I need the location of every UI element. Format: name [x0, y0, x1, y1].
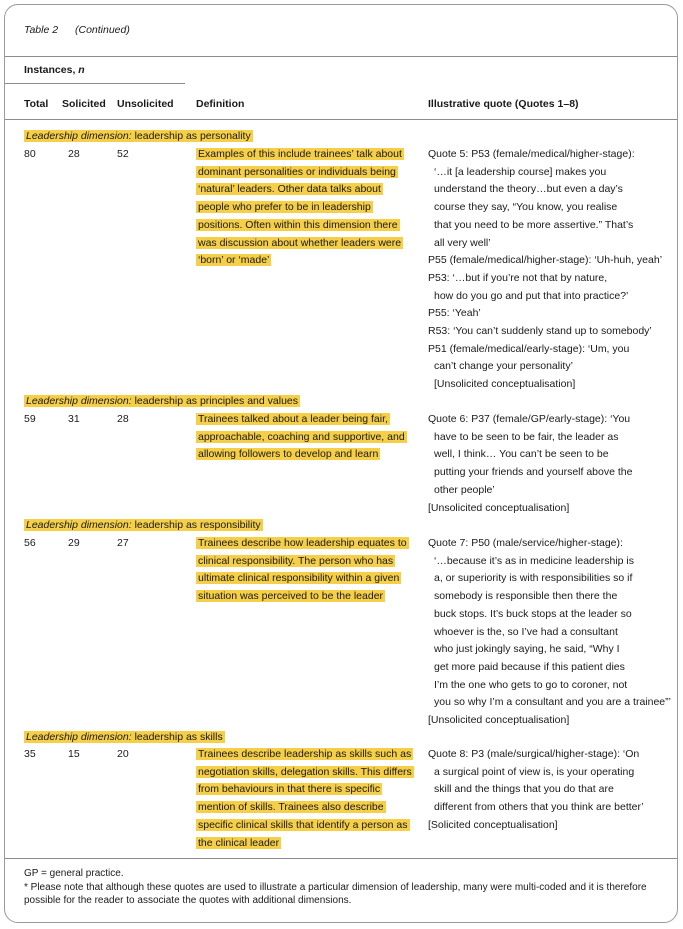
- quote-line: have to be seen to be fair, the leader as: [434, 430, 619, 443]
- quote-line: a, or superiority is with responsibilities so if: [434, 572, 633, 585]
- cell-unsolicited: 20: [117, 748, 129, 760]
- quote-line: how do you go and put that into practice?’: [434, 289, 629, 302]
- header-definition: Definition: [196, 98, 245, 110]
- dimension-prefix: Leadership dimension:: [26, 519, 132, 531]
- table-label: Table 2: [24, 24, 59, 36]
- quote-line: different from others that you think are better’: [434, 801, 644, 814]
- rule-bottom: [5, 858, 677, 859]
- quote-line: Quote 7: P50 (male/service/higher-stage):: [428, 537, 623, 549]
- quote-line: P51 (female/medical/early-stage): ‘Um, you: [428, 342, 630, 355]
- quote-line: [Unsolicited conceptualisation]: [434, 378, 576, 391]
- cell-quote: [428, 746, 674, 835]
- rule-top: [5, 56, 677, 57]
- dimension-label: leadership as personality: [134, 130, 251, 142]
- quote-line: putting your friends and yourself above the: [434, 466, 633, 479]
- quote-line: somebody is responsible then there the: [434, 590, 618, 603]
- cell-total: 80: [24, 148, 36, 160]
- dimension-row: [24, 130, 253, 142]
- header-solicited: Solicited: [62, 98, 106, 110]
- dimension-prefix: Leadership dimension:: [26, 130, 132, 142]
- dimension-row: [24, 395, 300, 407]
- definition-text: Examples of this include trainees’ talk about dominant personalities or individuals being ‘natural’ leaders. Other data talks about people who prefer to be in leadership positions. Often within this dimension there was discussion about whether leaders were ‘born’ or ‘made’: [198, 148, 402, 267]
- cell-unsolicited: 52: [117, 148, 129, 160]
- quote-line: [Unsolicited conceptualisation]: [428, 714, 570, 727]
- quote-line: Quote 5: P53 (female/medical/higher-stage):: [428, 148, 635, 160]
- quote-line: buck stops. It’s buck stops at the leader so: [434, 607, 632, 620]
- cell-total: 35: [24, 748, 36, 760]
- cell-definition: [196, 411, 414, 464]
- cell-solicited: 31: [68, 413, 80, 425]
- quote-line: P55: ‘Yeah’: [428, 307, 481, 320]
- header-instances: Instances, n: [24, 64, 85, 76]
- cell-quote: [428, 411, 674, 517]
- quote-line: that you need to be more assertive.” That’s: [434, 218, 634, 231]
- header-unsolicited: Unsolicited: [117, 98, 174, 110]
- quote-line: P53: ‘…but if you’re not that by nature,: [428, 271, 608, 284]
- dimension-label: leadership as skills: [134, 731, 223, 743]
- quote-line: Quote 6: P37 (female/GP/early-stage): ‘You: [428, 413, 631, 425]
- rule-instances: [5, 83, 185, 84]
- footnote-note: * Please note that although these quotes are used to illustrate a particular dimension of leadership, many were multi-coded and it is therefore possible for the reader to associate the quotes with additional dimensions.: [24, 882, 647, 906]
- cell-quote: [428, 535, 674, 730]
- quote-line: I’m the one who gets to go to coroner, not: [434, 678, 628, 691]
- table-continued: (Continued): [74, 24, 130, 36]
- quote-line: [Solicited conceptualisation]: [428, 818, 558, 831]
- quote-line: Quote 8: P3 (male/surgical/higher-stage): ‘On: [428, 748, 640, 760]
- cell-solicited: 15: [68, 748, 80, 760]
- quote-line: skill and the things that you do that are: [434, 783, 614, 796]
- dimension-prefix: Leadership dimension:: [26, 731, 132, 743]
- quote-line: course they say, “You know, you realise: [434, 201, 618, 214]
- quote-line: can’t change your personality’: [434, 360, 573, 373]
- table-caption: [24, 24, 144, 36]
- dimension-row: [24, 519, 263, 531]
- cell-total: 56: [24, 537, 36, 549]
- header-total: Total: [24, 98, 49, 110]
- quote-line: R53: ‘You can’t suddenly stand up to somebody’: [428, 325, 652, 338]
- cell-definition: [196, 746, 414, 852]
- definition-text: Trainees talked about a leader being fair, approachable, coaching and supportive, and allowing followers to develop and learn: [198, 413, 405, 461]
- definition-text: Trainees describe how leadership equates to clinical responsibility. The person who has ultimate clinical responsibility within a given situation was perceived to be the leader: [198, 537, 407, 603]
- quote-line: understand the theory…but even a day’s: [434, 183, 623, 196]
- footnote-abbreviation: GP = general practice.: [24, 868, 124, 879]
- dimension-prefix: Leadership dimension:: [26, 395, 132, 407]
- quote-line: whoever is the, so I’ve had a consultant: [434, 625, 618, 638]
- quote-line: ‘…because it’s as in medicine leadership is: [434, 554, 634, 567]
- quote-line: other people’: [434, 483, 495, 496]
- quote-line: you so why I’m a consultant and you are a trainee”’: [434, 696, 671, 709]
- cell-definition: [196, 535, 414, 606]
- quote-line: ‘…it [a leadership course] makes you: [434, 165, 607, 178]
- quote-line: all very well’: [434, 236, 491, 249]
- cell-unsolicited: 27: [117, 537, 129, 549]
- cell-solicited: 28: [68, 148, 80, 160]
- quote-line: P55 (female/medical/higher-stage): ‘Uh-huh, yeah’: [428, 254, 663, 267]
- cell-total: 59: [24, 413, 36, 425]
- quote-line: well, I think… You can’t be seen to be: [434, 448, 609, 461]
- header-quote: Illustrative quote (Quotes 1–8): [428, 98, 579, 110]
- dimension-label: leadership as principles and values: [134, 395, 299, 407]
- quote-line: get more paid because if this patient dies: [434, 660, 625, 673]
- dimension-row: [24, 731, 225, 743]
- quote-line: [Unsolicited conceptualisation]: [428, 501, 570, 514]
- dimension-label: leadership as responsibility: [134, 519, 261, 531]
- cell-unsolicited: 28: [117, 413, 129, 425]
- quote-line: who just jokingly saying, he said, “Why I: [434, 643, 620, 656]
- cell-solicited: 29: [68, 537, 80, 549]
- cell-quote: [428, 146, 674, 394]
- definition-text: Trainees describe leadership as skills such as negotiation skills, delegation skills. This differs from behaviours in that there is specific mention of skills. Trainees also describe specific clinical skills that identify a person as the clinical leader: [198, 748, 412, 849]
- cell-definition: [196, 146, 414, 270]
- rule-header: [5, 119, 677, 120]
- quote-line: a surgical point of view is, is your operating: [434, 765, 635, 778]
